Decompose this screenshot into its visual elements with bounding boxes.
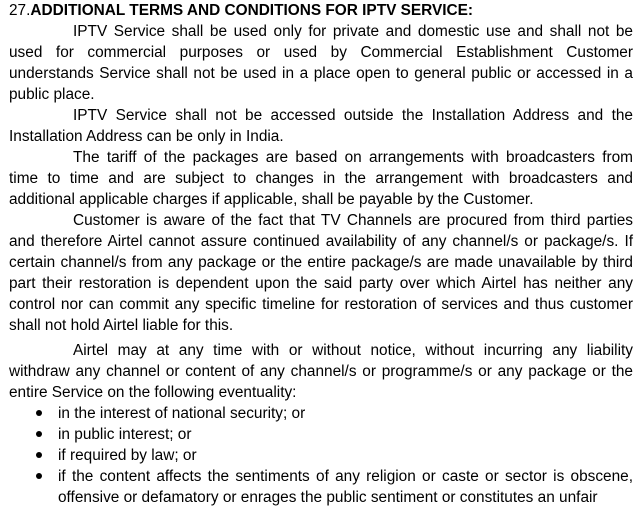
clause-27-2 bbox=[9, 105, 633, 147]
section-number: 27. bbox=[9, 2, 31, 19]
clause-text: Airtel may at any time with or without notice, without incurring any liability withdraw any channel or content of any channel/s or programme/s or any package or the entire Service on the following eventuality: bbox=[9, 342, 633, 401]
clause-number bbox=[0, 105, 5, 126]
list-item bbox=[36, 424, 633, 445]
section-title: ADDITIONAL TERMS AND CONDITIONS FOR IPTV SERVICE: bbox=[30, 2, 474, 19]
clause-27-1 bbox=[9, 21, 633, 105]
clause-number bbox=[0, 340, 5, 361]
list-item bbox=[36, 403, 633, 424]
list-item-text: in the interest of national security; or bbox=[58, 405, 306, 422]
bullet-icon bbox=[36, 431, 42, 437]
section-heading bbox=[9, 0, 473, 21]
clause-number bbox=[0, 147, 5, 168]
bullet-icon bbox=[36, 410, 42, 416]
clause-27-4 bbox=[9, 210, 633, 336]
clause-number bbox=[0, 210, 5, 231]
list-item-text: if the content affects the sentiments of any religion or caste or sector is obscene, offensive or defamatory or enrages the public sentiment or constitutes an unfair bbox=[58, 468, 633, 506]
list-item bbox=[36, 445, 633, 466]
list-item-text: if required by law; or bbox=[58, 447, 197, 464]
list-item bbox=[36, 466, 633, 508]
clause-number bbox=[0, 21, 5, 42]
clause-text: IPTV Service shall be used only for private and domestic use and shall not be used for commercial purposes or used by Commercial Establishment Customer understands Service shall not be used in a place open to general public or accessed in a public place. bbox=[9, 23, 633, 103]
eventuality-list bbox=[36, 403, 633, 508]
clause-text: The tariff of the packages are based on arrangements with broadcasters from time to time and are subject to changes in the arrangement with broadcasters and additional applicable charges if applicable, shall be payable by the Customer. bbox=[9, 149, 633, 208]
clause-27-3 bbox=[9, 147, 633, 210]
bullet-icon bbox=[36, 452, 42, 458]
list-item-text: in public interest; or bbox=[58, 426, 192, 443]
clause-27-5 bbox=[9, 340, 633, 403]
clause-text: Customer is aware of the fact that TV Channels are procured from third parties and therefore Airtel cannot assure continued availability of any channel/s or package/s. If certain channel/s from any package or the entire package/s are made unavailable by third part their restoration is dependent upon the said party over which Airtel has neither any control nor can commit any specific timeline for restoration of services and thus customer shall not hold Airtel liable for this. bbox=[9, 212, 633, 334]
clause-text: IPTV Service shall not be accessed outside the Installation Address and the Installation Address can be only in India. bbox=[9, 107, 633, 145]
bullet-icon bbox=[36, 473, 42, 479]
